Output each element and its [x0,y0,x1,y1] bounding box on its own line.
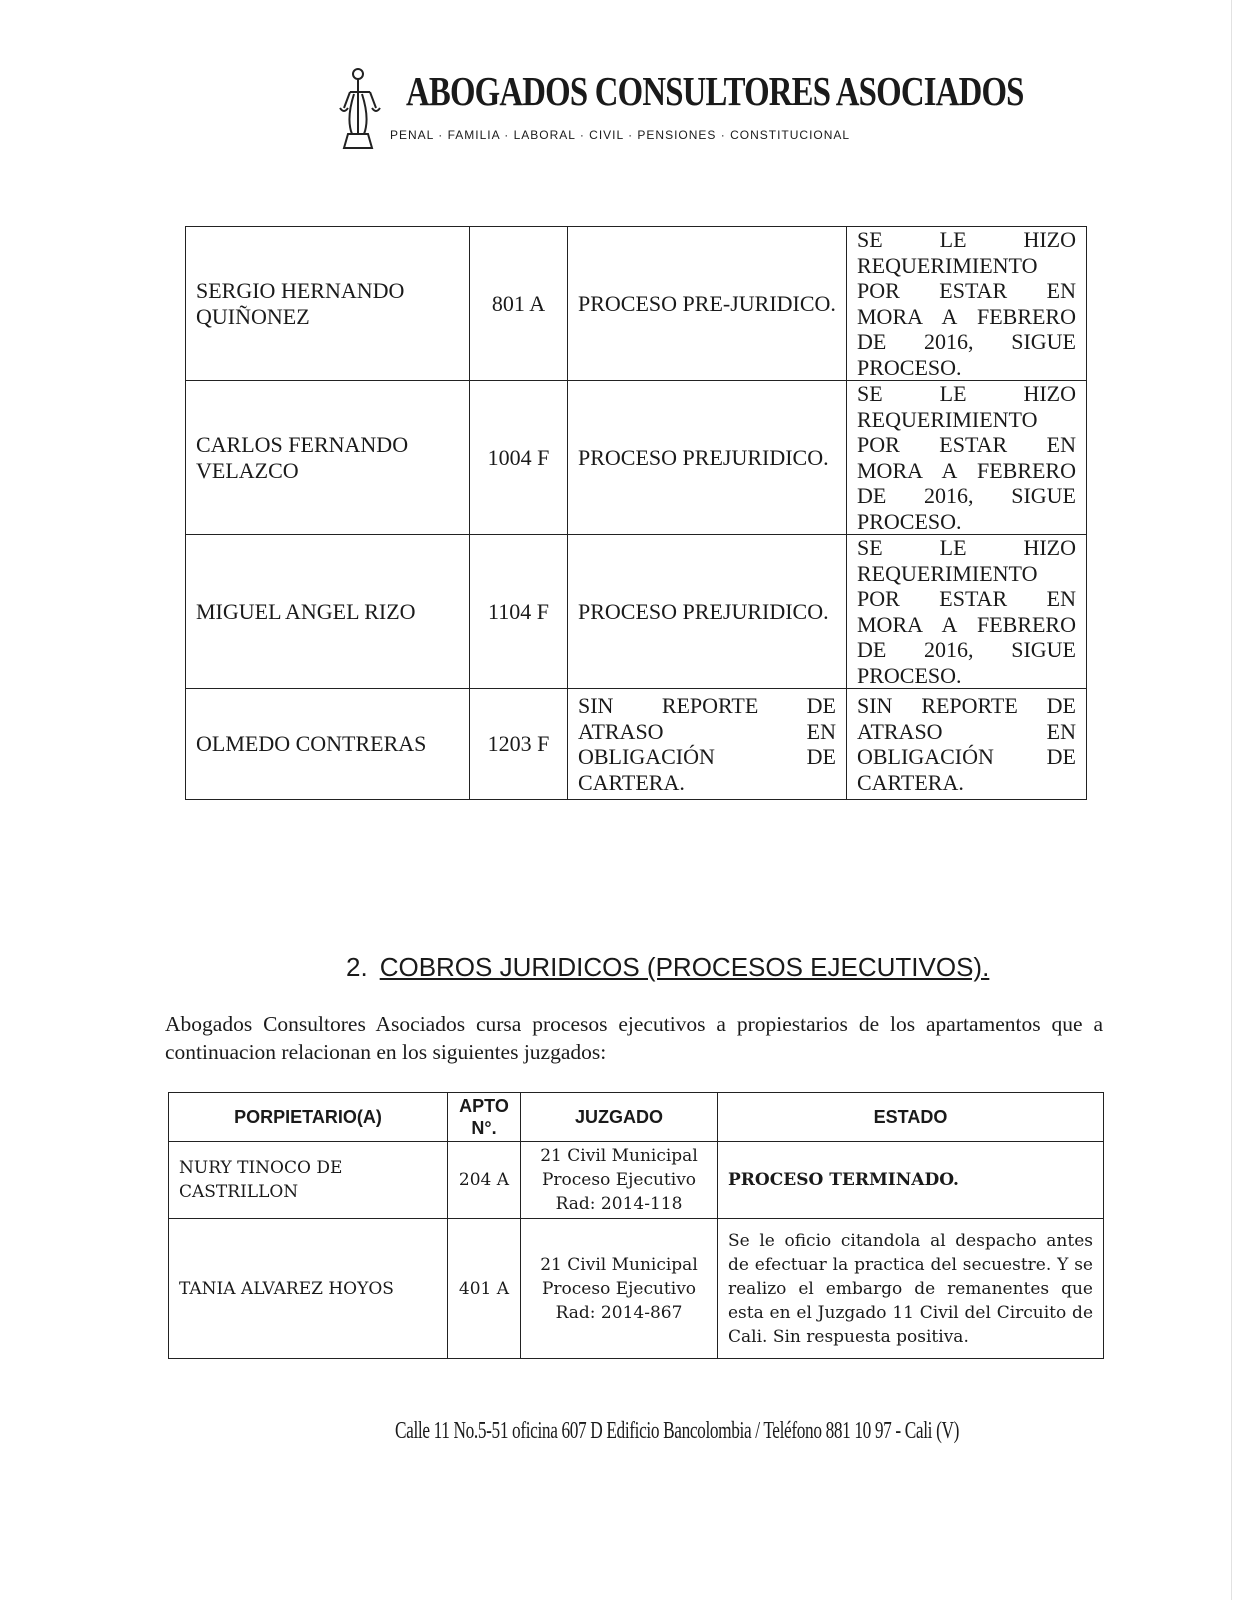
table-row [186,689,1087,800]
scales-of-justice-icon [336,64,396,150]
section-heading [346,952,989,983]
process-status: PROCESO TERMINADO. [718,1142,1104,1219]
process-type: SIN REPORTE DE ATRASO EN OBLIGACIÓN DE CARTERA. [568,689,847,800]
owner-name: MIGUEL ANGEL RIZO [186,535,470,689]
juzgado-column-header: JUZGADO [521,1093,718,1142]
intro-paragraph: Abogados Consultores Asociados cursa procesos ejecutivos a propiestarios de los apartamentos que a continuacion relacionan en los siguientes juzgados: [165,1012,1103,1064]
table-row [169,1219,1104,1359]
letterhead [336,62,1024,152]
process-status: SIN REPORTE DE ATRASO EN OBLIGACIÓN DE CARTERA. [847,689,1087,800]
apartment-number: 1203 F [470,689,568,800]
owner-name: TANIA ALVAREZ HOYOS [169,1219,448,1359]
process-status: SE LE HIZO REQUERIMIENTO POR ESTAR EN MORA A FEBRERO DE 2016, SIGUE PROCESO. [847,227,1087,381]
process-type: PROCESO PREJURIDICO. [568,381,847,535]
apto-column-header: APTO N°. [448,1093,521,1142]
section-title: COBROS JURIDICOS (PROCESOS EJECUTIVOS). [379,952,990,982]
practice-areas: PENAL · FAMILIA · LABORAL · CIVIL · PENSIONES · CONSTITUCIONAL [390,128,851,142]
owner-column-header: PORPIETARIO(A) [169,1093,448,1142]
table-row [186,535,1087,689]
process-type: PROCESO PREJURIDICO. [568,535,847,689]
procesos-ejecutivos-table [168,1092,1104,1359]
table-header-row [169,1093,1104,1142]
section-number: 2. [346,952,368,982]
table-row [186,227,1087,381]
owner-name: SERGIO HERNANDO QUIÑONEZ [186,227,470,381]
estado-column-header: ESTADO [718,1093,1104,1142]
owner-name: CARLOS FERNANDO VELAZCO [186,381,470,535]
process-status: SE LE HIZO REQUERIMIENTO POR ESTAR EN MORA A FEBRERO DE 2016, SIGUE PROCESO. [847,381,1087,535]
apartment-number: 801 A [470,227,568,381]
scan-edge-line [1231,0,1232,1600]
firm-name: ABOGADOS CONSULTORES ASOCIADOS [406,68,1024,114]
owner-name: OLMEDO CONTRERAS [186,689,470,800]
apartment-number: 204 A [448,1142,521,1219]
prejuridico-table [185,226,1087,800]
process-type: PROCESO PRE-JURIDICO. [568,227,847,381]
court-info: 21 Civil Municipal Proceso Ejecutivo Rad: 2014-867 [521,1219,718,1359]
apartment-number: 1104 F [470,535,568,689]
footer-address: Calle 11 No.5-51 oficina 607 D Edificio Bancolombia / Teléfono 881 10 97 - Cali (V) [395,1418,959,1444]
apartment-number: 401 A [448,1219,521,1359]
process-status: Se le oficio citandola al despacho antes de efectuar la practica del secuestre. Y se realizo el embargo de remanentes que esta en el Juzgado 11 Civil del Circuito de Cali. Sin respuesta positiva. [718,1219,1104,1359]
process-status: SE LE HIZO REQUERIMIENTO POR ESTAR EN MORA A FEBRERO DE 2016, SIGUE PROCESO. [847,535,1087,689]
court-info: 21 Civil Municipal Proceso Ejecutivo Rad: 2014-118 [521,1142,718,1219]
owner-name: NURY TINOCO DE CASTRILLON [169,1142,448,1219]
apartment-number: 1004 F [470,381,568,535]
table-row [186,381,1087,535]
table-row [169,1142,1104,1219]
